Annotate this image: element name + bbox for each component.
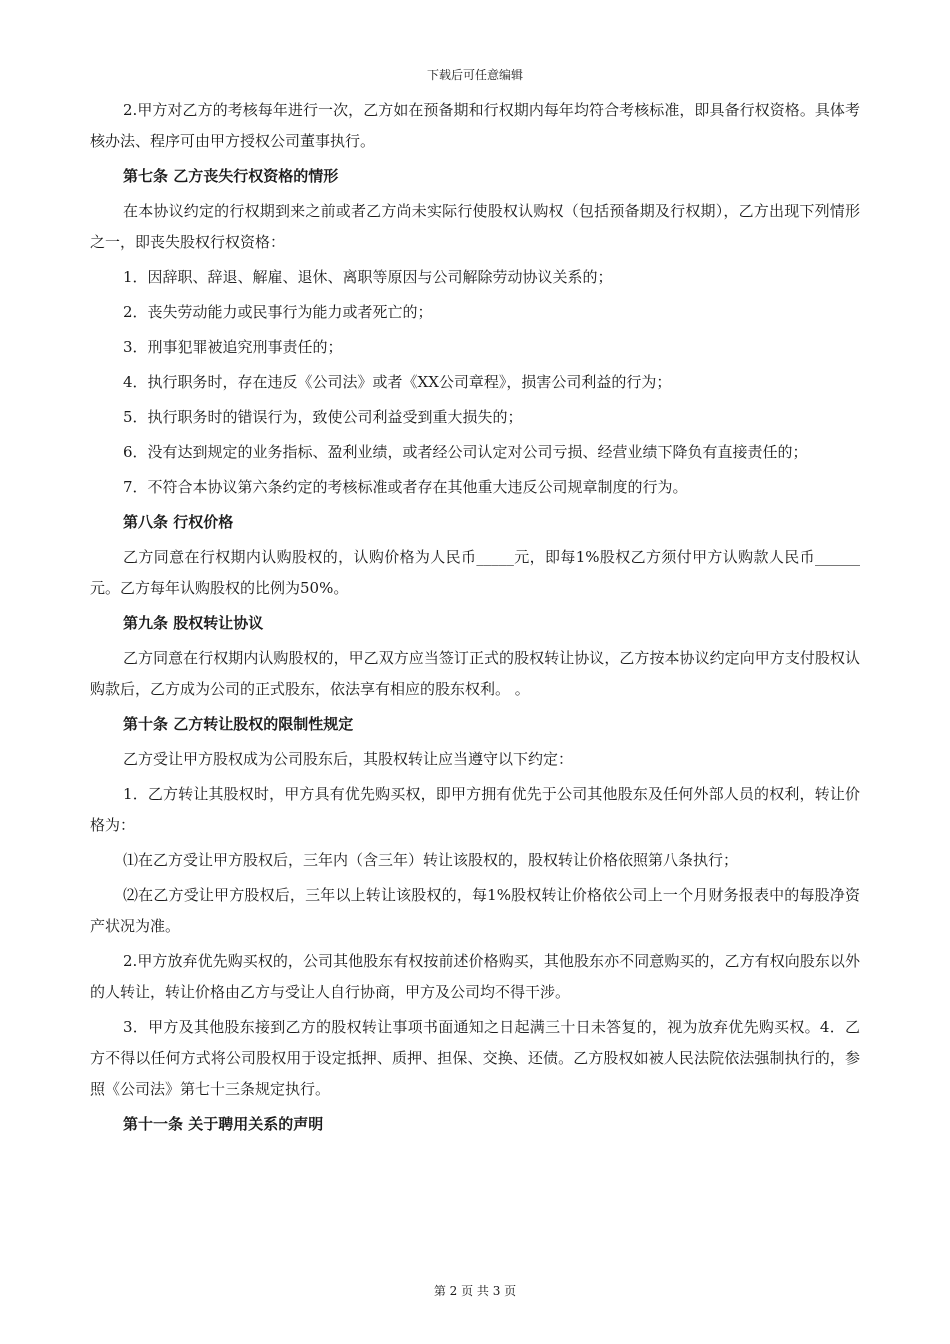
section-heading: 第七条 乙方丧失行权资格的情形 bbox=[123, 167, 339, 185]
paragraph: 3．甲方及其他股东接到乙方的股权转让事项书面通知之日起满三十日未答复的，视为放弃优先购买权。4．乙方不得以任何方式将公司股权用于设定抵押、质押、担保、交换、还债。乙方股权如被人民法院依法强制执行的，参照《公司法》第七十三条规定执行。 bbox=[90, 1018, 860, 1098]
list-item: 1．乙方转让其股权时，甲方具有优先购买权，即甲方拥有优先于公司其他股东及任何外部人员的权利，转让价格为： bbox=[90, 785, 860, 834]
section-heading: 第九条 股权转让协议 bbox=[123, 614, 264, 632]
section-heading: 第十一条 关于聘用关系的声明 bbox=[123, 1115, 324, 1133]
paragraph: 乙方受让甲方股权成为公司股东后，其股权转让应当遵守以下约定： bbox=[123, 750, 574, 768]
paragraph: 在本协议约定的行权期到来之前或者乙方尚未实际行使股权认购权（包括预备期及行权期），乙方出现下列情形之一，即丧失股权行权资格： bbox=[90, 202, 860, 251]
list-item: 4．执行职务时，存在违反《公司法》或者《XX公司章程》，损害公司利益的行为； bbox=[123, 373, 672, 391]
list-item: 3．刑事犯罪被追究刑事责任的； bbox=[123, 338, 343, 356]
list-item: 6．没有达到规定的业务指标、盈利业绩，或者经公司认定对公司亏损、经营业绩下降负有直接责任的； bbox=[123, 443, 808, 461]
paragraph: 乙方同意在行权期内认购股权的，甲乙双方应当签订正式的股权转让协议，乙方按本协议约定向甲方支付股权认购款后，乙方成为公司的正式股东，依法享有相应的股东权利。 。 bbox=[90, 649, 860, 698]
document-body bbox=[90, 95, 860, 1144]
page-header: 下载后可任意编辑 bbox=[426, 68, 523, 82]
list-item: 1．因辞职、辞退、解雇、退休、离职等原因与公司解除劳动协议关系的； bbox=[123, 268, 613, 286]
list-item: ⑵在乙方受让甲方股权后，三年以上转让该股权的，每1%股权转让价格依公司上一个月财务报表中的每股净资产状况为准。 bbox=[90, 886, 860, 935]
section-heading: 第十条 乙方转让股权的限制性规定 bbox=[123, 715, 354, 733]
list-item: 5．执行职务时的错误行为，致使公司利益受到重大损失的； bbox=[123, 408, 523, 426]
list-item: 2．丧失劳动能力或民事行为能力或者死亡的； bbox=[123, 303, 433, 321]
page-footer: 第 2 页 共 3 页 bbox=[433, 1284, 517, 1298]
paragraph: 乙方同意在行权期内认购股权的，认购价格为人民币_____元，即每1%股权乙方须付甲方认购款人民币______元。乙方每年认购股权的比例为50%。 bbox=[90, 548, 860, 597]
paragraph: 2.甲方放弃优先购买权的，公司其他股东有权按前述价格购买，其他股东亦不同意购买的，乙方有权向股东以外的人转让，转让价格由乙方与受让人自行协商，甲方及公司均不得干涉。 bbox=[90, 952, 860, 1001]
list-item: ⑴在乙方受让甲方股权后，三年内（含三年）转让该股权的，股权转让价格依照第八条执行； bbox=[123, 851, 739, 869]
section-heading: 第八条 行权价格 bbox=[123, 513, 234, 531]
paragraph: 2.甲方对乙方的考核每年进行一次，乙方如在预备期和行权期内每年均符合考核标准，即具备行权资格。具体考核办法、程序可由甲方授权公司董事执行。 bbox=[90, 101, 860, 150]
list-item: 7．不符合本协议第六条约定的考核标准或者存在其他重大违反公司规章制度的行为。 bbox=[123, 478, 688, 496]
